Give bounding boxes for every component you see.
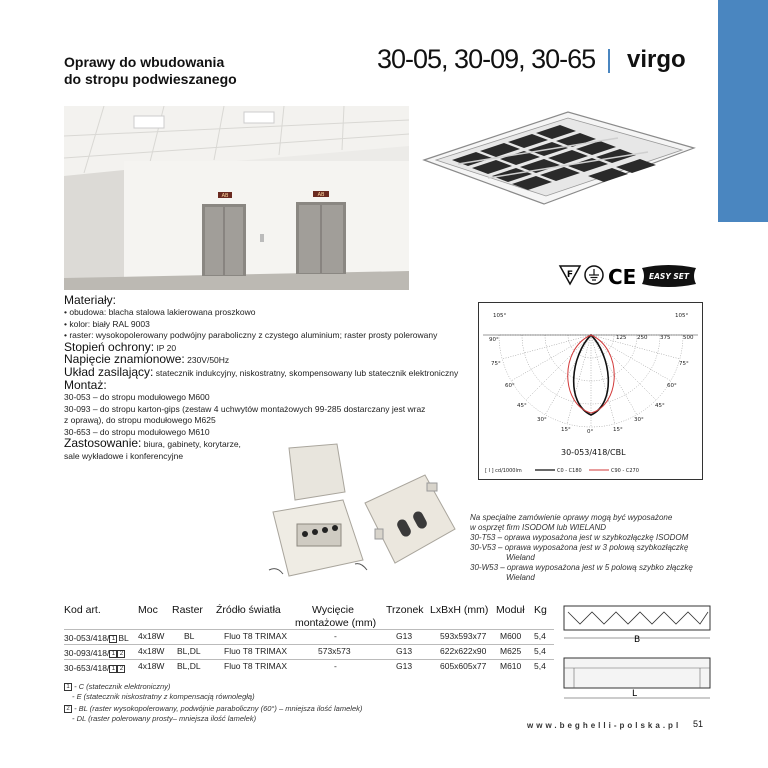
cell-module: M610 [500, 661, 522, 671]
cell-cutout: 573x573 [318, 646, 351, 656]
earth-icon [585, 266, 603, 284]
special-order-note [470, 513, 710, 583]
mounting-item: 30-653 – do stropu modułowego M610 [64, 426, 210, 437]
cell-source: Fluo T8 TRIMAX [224, 631, 287, 641]
cell-kg: 5,4 [534, 646, 546, 656]
product-table [64, 604, 554, 674]
page-edge-tab [718, 0, 768, 222]
note-line: 30-T53 – oprawa wyposażona jest w szybkozłączkę ISODOM [470, 533, 689, 542]
cell-code: 30-093/418/ 1 2 [64, 648, 125, 658]
angle-label: 30° [634, 417, 644, 423]
page-title [64, 54, 237, 88]
polar-diagram [478, 302, 703, 480]
angle-label: 15° [561, 427, 571, 433]
cell-power: 4x18W [138, 646, 165, 656]
cell-base: G13 [396, 646, 413, 656]
dimension-diagram-l [562, 656, 712, 706]
angle-label: 0° [587, 429, 594, 435]
cell-code: 30-053/418/ 1 BL [64, 633, 129, 643]
mounting-item: 30-053 – do stropu modułowego M600 [64, 392, 210, 402]
col-header-cutout-2: montażowe (mm) [295, 617, 377, 629]
lift-sign-right: AB [317, 192, 325, 198]
legend-c90: C90 - C270 [611, 468, 639, 474]
angle-label: 105° [675, 313, 689, 319]
ballast-label: Układ zasilający: [64, 364, 154, 379]
voltage-label: Napięcie znamionowe: [64, 352, 185, 366]
mounting-item: 30-093 – do stropu karton-gips (zestaw 4 uchwytów montażowych 99-285 dostarczany jest wraz [64, 403, 426, 414]
website-link[interactable]: www.beghelli-polska.pl [527, 721, 682, 730]
legend-line: 2 - BL (raster wysokopolerowany, podwójnie paraboliczny (60°) – mniejsza ilość lamelek) [64, 704, 484, 714]
cell-kg: 5,4 [534, 631, 546, 641]
usage-label: Zastosowanie: [64, 436, 142, 450]
col-header-code: Kod art. [64, 604, 101, 616]
materials-item: • kolor: biały RAL 9003 [64, 318, 150, 329]
ce-mark-icon: CE [608, 265, 637, 288]
voltage-value: 230V/50Hz [187, 355, 230, 365]
cell-raster: BL [184, 631, 195, 641]
legend-line: - DL (raster polerowany prosty– mniejsza ilość lamelek) [72, 713, 257, 723]
table-rule [64, 659, 554, 660]
F-mark-icon [560, 266, 580, 284]
col-header-base: Trzonek [386, 604, 424, 616]
note-line: Wieland [506, 573, 535, 582]
materials-heading: Materiały: [64, 293, 117, 307]
angle-label: 105° [493, 313, 507, 319]
cell-power: 4x18W [138, 661, 165, 671]
scale-label: 375 [660, 335, 671, 341]
cell-power: 4x18W [138, 631, 165, 641]
table-rule [64, 629, 554, 630]
mounting-heading: Montaż: [64, 378, 107, 392]
col-header-module: Moduł [496, 604, 525, 616]
cell-raster: BL,DL [177, 661, 201, 671]
scale-label: 250 [637, 335, 648, 341]
dimension-diagram-b [562, 604, 712, 646]
cell-kg: 5,4 [534, 661, 546, 671]
legend-line: 1 - C (statecznik elektroniczny) [64, 682, 484, 692]
usage-value: biura, gabinety, korytarze, [143, 439, 241, 449]
angle-label: 75° [491, 361, 501, 367]
col-header-dims: LxBxH (mm) [430, 604, 489, 616]
note-line: Wieland [506, 553, 535, 562]
header-separator [608, 49, 610, 73]
cell-base: G13 [396, 661, 413, 671]
col-header-power: Moc [138, 604, 158, 616]
title-line-1: Oprawy do wbudowania [64, 54, 225, 70]
page-number: 51 [693, 719, 704, 729]
materials-item: • raster: wysokopolerowany podwójny paraboliczny z czystego aluminium; raster prosty polerowany [64, 330, 438, 340]
cell-cutout: - [334, 631, 337, 641]
connector-photo-closed [355, 463, 460, 581]
polar-unit: [ I ] cd/1000lm [485, 468, 522, 474]
specifications [64, 294, 484, 462]
cell-module: M625 [500, 646, 522, 656]
note-line: w osprzęt firm ISODOM lub WIELAND [470, 523, 607, 532]
protection-label: Stopień ochrony: [64, 339, 155, 354]
luminaire-product-image [418, 108, 698, 208]
usage-line-2: sale wykładowe i konferencyjne [64, 450, 184, 461]
angle-label: 45° [655, 403, 665, 409]
angle-label: 60° [667, 383, 677, 389]
cell-code: 30-653/418/ 1 2 [64, 663, 125, 673]
product-codes: 30-05, 30-09, 30-65 [377, 44, 596, 74]
cell-cutout: - [334, 661, 337, 671]
raster-legend [64, 682, 484, 723]
cell-dims: 593x593x77 [440, 631, 487, 641]
col-header-source: Źródło światła [216, 604, 281, 616]
note-line: 30-V53 – oprawa wyposażona jest w 3 polową szybkozłączkę [470, 543, 689, 552]
dimension-b-label: B [634, 635, 641, 645]
col-header-raster: Raster [172, 604, 203, 616]
cell-base: G13 [396, 631, 413, 641]
polar-model-label: 30-053/418/CBL [561, 448, 626, 457]
scale-label: 125 [616, 335, 627, 341]
note-line: 30-W53 – oprawa wyposażona jest w 5 polową szybko złączkę [470, 563, 693, 572]
ballast-line [64, 364, 484, 380]
table-rule [64, 644, 554, 645]
cell-dims: 605x605x77 [440, 661, 487, 671]
angle-label: 75° [679, 361, 689, 367]
legend-box-2: 2 [64, 705, 72, 713]
cell-source: Fluo T8 TRIMAX [224, 661, 287, 671]
cell-source: Fluo T8 TRIMAX [224, 646, 287, 656]
easy-set-badge-icon [642, 265, 696, 287]
scale-label: 500 [683, 335, 694, 341]
legend-c0: C0 - C180 [557, 468, 582, 474]
svg-text:EASY SET: EASY SET [648, 272, 690, 281]
angle-label: 30° [537, 417, 547, 423]
col-header-cutout: Wycięcie [312, 604, 354, 616]
cell-dims: 622x622x90 [440, 646, 487, 656]
legend-box-1: 1 [64, 683, 72, 691]
note-line: Na specjalne zamówienie oprawy mogą być wyposażone [470, 513, 673, 522]
lift-sign-left: AB [221, 193, 229, 199]
certification-icons [558, 264, 698, 288]
cell-module: M600 [500, 631, 522, 641]
luminaire-drawing [418, 108, 698, 208]
dimension-l-label: L [632, 689, 638, 699]
materials-item: • obudowa: blacha stalowa lakierowana proszkowo [64, 307, 256, 317]
corridor-illustration [64, 106, 409, 290]
title-line-2: do stropu podwieszanego [64, 71, 237, 87]
angle-label: 60° [505, 383, 515, 389]
legend-line: - E (statecznik niskostratny z kompensacją równoległą) [72, 691, 255, 701]
svg-text:F: F [566, 270, 574, 280]
cell-raster: BL,DL [177, 646, 201, 656]
ballast-value: statecznik indukcyjny, niskostratny, skompensowany lub statecznik elektroniczny [155, 367, 459, 378]
angle-label: 15° [613, 427, 623, 433]
col-header-kg: Kg [534, 604, 547, 616]
angle-label: 90° [489, 337, 499, 343]
protection-value: IP 20 [156, 342, 177, 353]
mounting-item: z oprawą), do stropu modułowego M625 [64, 415, 216, 425]
brand-name: virgo [627, 46, 686, 73]
angle-label: 45° [517, 403, 527, 409]
installation-photo [64, 106, 409, 290]
